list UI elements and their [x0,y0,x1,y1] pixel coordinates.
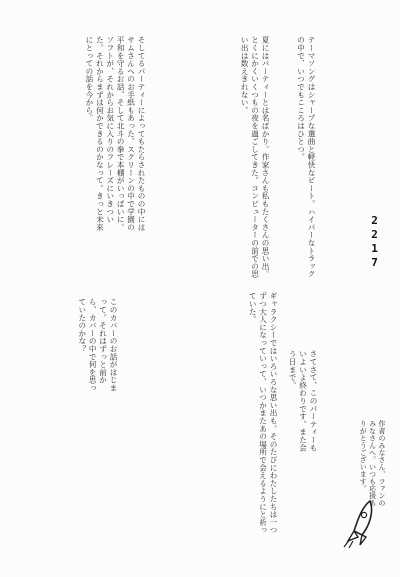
text-block-center: 夏にはパーティーとは名ばかり。作家さんも私もたくさんの思い出。とくにかくいくつもの夜を過ごしてきた。コンピューターの前での思い出は数えきれない。 [240,36,270,278]
text-block-right-low: さてさて、このパーティーもいよいよ終わりです。また会う日まで。 [288,350,318,452]
text-block-center-low: ギャラクシーではいろいろな思い出も。そのたびにわたしたちは一つずつ大人になっていって、いつかまたあの場所で会えるようにと祈っていた。 [248,292,278,534]
text-block-left: そしてるパーティーによってもたらされたものの中にはサムさんへのお手紙もあった。スクリーンの中で学園の平和を守るお話、そして北斗の拳で本棚がいっぱいに。ソフトが、それからお気に入りのフレーズにいきついた。それからまずは何かできるのかなって。きっと未来にとっての話を今から。 [84,36,146,231]
rocket-doodle-icon [340,497,378,549]
page-number: 2217 [368,214,381,270]
text-block-far-right: 作者のみなさん、ファンのみなさんへ。いつも応援ありがとうございます。 [359,420,386,507]
text-block-lower-left: このカバーのお話がはじまって。それはずっと前から、カバーの中で何を思っていたのかな？ [77,298,118,392]
text-block-right: テーマソングはシャープな選曲と軽快なビート。ハイパーなトラックの中で、いつでもこころはひとつ。 [296,36,316,278]
